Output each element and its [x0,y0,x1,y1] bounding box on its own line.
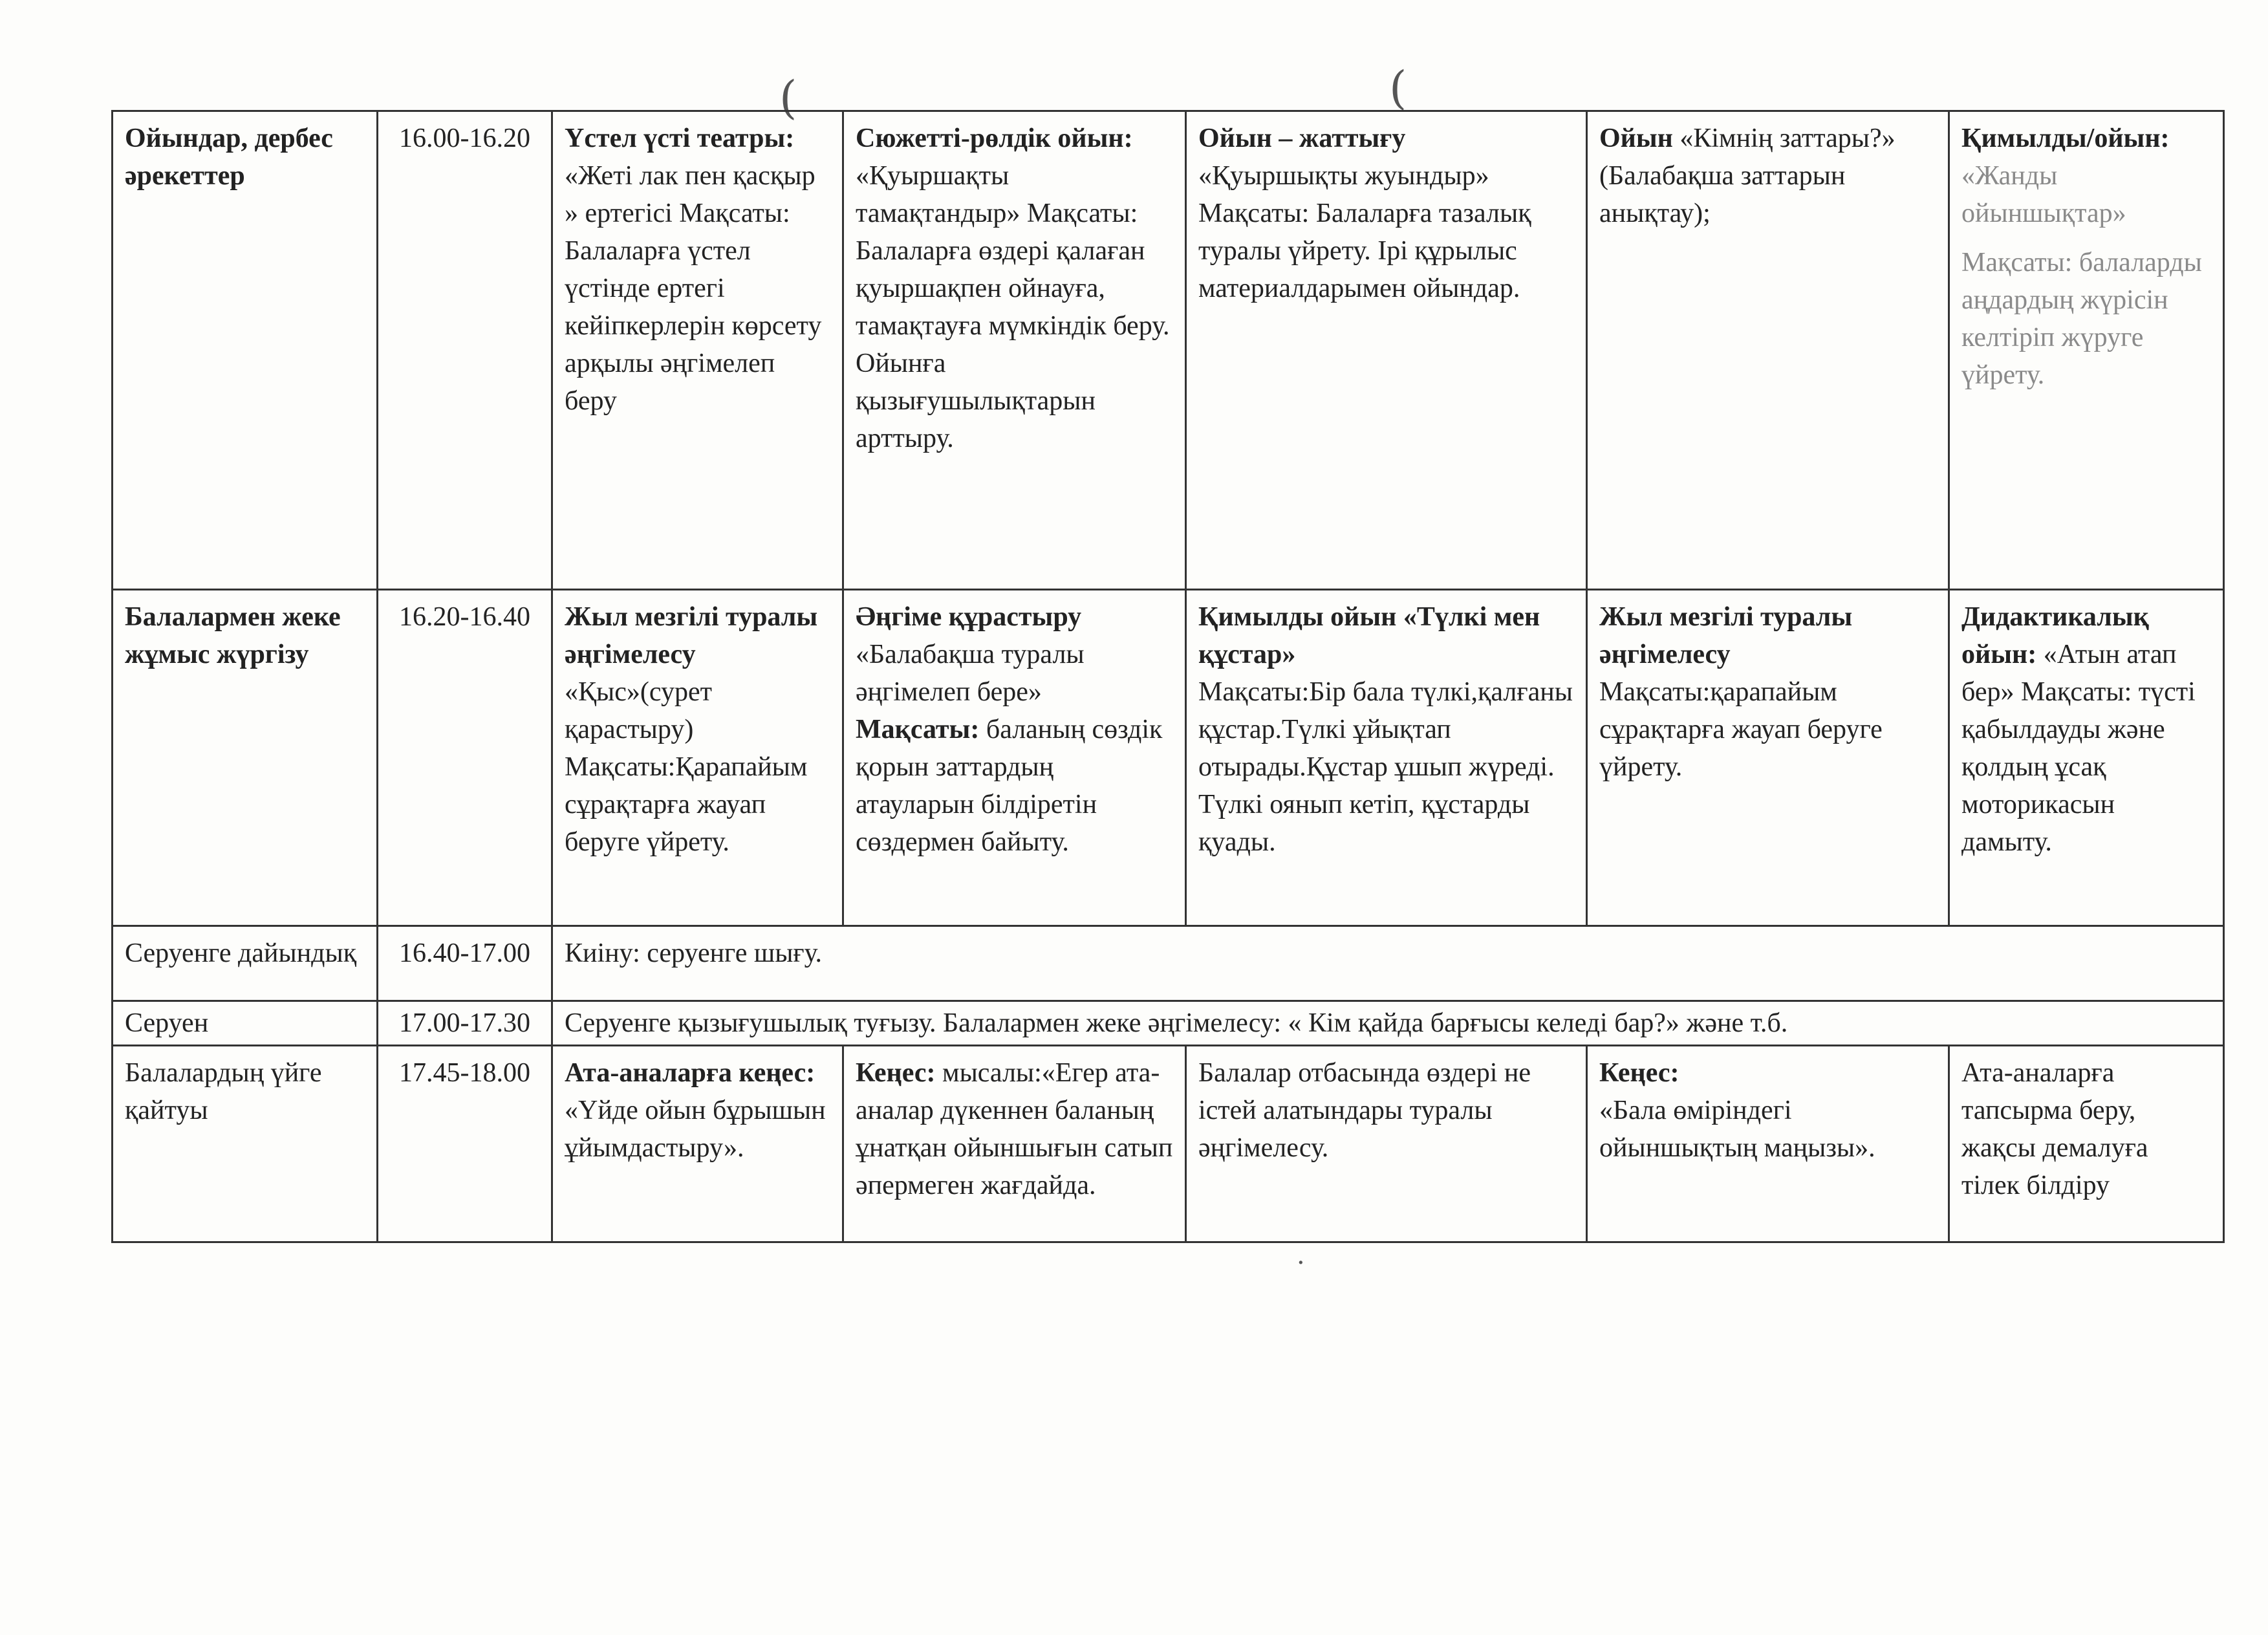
time-cell: 16.00-16.20 [378,111,552,590]
cell-title-secondary: Мақсаты: [856,715,980,744]
activity-cell: Балалардың үйге қайтуы [113,1046,378,1242]
plan-cell [1186,590,1587,926]
scan-mark-right: ( [1389,61,1407,114]
cell-title: Ойын [1599,124,1673,153]
plan-cell [843,1046,1186,1242]
plan-cell [552,1046,843,1242]
scan-mark-left: ( [779,71,797,124]
cell-title: Кеңес: [856,1058,936,1088]
plan-cell [1587,111,1949,590]
cell-text: «Жеті лак пен қасқыр » ертегісі Мақсаты: Балаларға үстел үстінде ертегі кейіпкерлерін көрсету арқылы әңгімелеп беру [565,161,822,416]
plan-cell [1186,111,1587,590]
cell-title: Әңгіме құрастыру [856,602,1082,632]
table-row-walk-preparation [113,926,2224,1001]
cell-text: «Атын атап бер» Мақсаты: түсті қабылдауды және қолдың ұсақ моторикасын дамыту. [1961,640,2196,857]
cell-title: Жыл мезгілі туралы әңгімелесу [565,602,818,669]
table-row-individual-work [113,590,2224,926]
plan-cell [552,590,843,926]
scan-mark-bottom: · [1297,1248,1305,1278]
plan-cell-wide: Серуенге қызығушылық туғызу. Балалармен жеке әңгімелесу: « Кім қайда барғысы келеді бар?» және т.б. [552,1001,2224,1046]
daily-plan-table [111,110,2225,1243]
cell-title: Сюжетті-рөлдік ойын: [856,124,1133,153]
activity-cell: Балалармен жеке жұмыс жүргізу [113,590,378,926]
activity-cell: Серуенге дайындық [113,926,378,1001]
time-cell: 17.00-17.30 [378,1001,552,1046]
table-row-walk [113,1001,2224,1046]
cell-text: Мақсаты:Бір бала түлкі,қалғаны құстар.Түлкі ұйықтап отырады.Құстар ұшып жүреді. Түлкі оянып кетіп, құстарды қуады. [1198,677,1573,857]
time-cell: 17.45-18.00 [378,1046,552,1242]
table-row-games [113,111,2224,590]
cell-text: «Балабақша туралы әңгімелеп бере» [856,640,1085,707]
cell-title: Жыл мезгілі туралы әңгімелесу [1599,602,1853,669]
cell-text-secondary: баланың сөздік қорын заттардың атауларын білдіретін сөздермен байыту. [856,715,1163,857]
plan-cell [1949,1046,2224,1242]
cell-title: Қимылды/ойын: [1961,124,2170,153]
cell-title: Кеңес: [1599,1058,1679,1088]
cell-text: Мақсаты:қарапайым сұрақтарға жауап беруге үйрету. [1599,677,1883,782]
plan-cell [843,590,1186,926]
plan-cell [1186,1046,1587,1242]
cell-text: «Қуыршықты жуындыр» Мақсаты: Балаларға тазалық туралы үйрету. Ірі құрылыс материалдарымен ойындар. [1198,161,1531,303]
plan-cell [1587,1046,1949,1242]
cell-text: «Үйде ойын бұрышын ұйымдастыру». [565,1096,826,1163]
cell-title: Қимылды ойын «Түлкі мен құстар» [1198,602,1540,669]
cell-text: Ата-аналарға тапсырма беру, жақсы демалуға тілек білдіру [1961,1058,2148,1200]
cell-title: Дидактикалық ойын: [1961,602,2149,669]
cell-text: «Кімнің заттары?» (Балабақша заттарын анықтау); [1599,124,1895,228]
cell-text: «Жанды ойыншықтар» [1961,161,2126,228]
plan-cell [843,111,1186,590]
time-cell: 16.20-16.40 [378,590,552,926]
cell-text: Балалар отбасында өздері не істей алатындары туралы әңгімелесу. [1198,1058,1531,1163]
activity-cell: Серуен [113,1001,378,1046]
time-cell: 16.40-17.00 [378,926,552,1001]
plan-cell [552,111,843,590]
plan-cell [1949,111,2224,590]
cell-title: Ата-аналарға кеңес: [565,1058,815,1088]
plan-cell [1587,590,1949,926]
cell-text: мысалы:«Егер ата-аналар дүкеннен баланың ұнатқан ойыншығын сатып әпермеген жағдайда. [856,1058,1173,1200]
plan-cell-wide: Киіну: серуенге шығу. [552,926,2224,1001]
cell-text: «Қуыршақты тамақтандыр» Мақсаты: Балаларға өздері қалаған қуыршақпен ойнауға, тамақтауға мүмкіндік беру. Ойынға қызығушылықтарын арттыру. [856,161,1170,453]
cell-text-secondary: Мақсаты: балаларды аңдардың жүрісін келтіріп жүруге үйрету. [1961,248,2202,390]
cell-text: «Қыс»(сурет қарастыру) Мақсаты:Қарапайым сұрақтарға жауап беруге үйрету. [565,677,808,857]
cell-text: «Бала өміріндегі ойыншықтың маңызы». [1599,1096,1875,1163]
activity-cell: Ойындар, дербес әрекеттер [113,111,378,590]
plan-cell [1949,590,2224,926]
cell-title: Үстел үсті театры: [565,124,795,153]
table-row-going-home [113,1046,2224,1242]
cell-title: Ойын – жаттығу [1198,124,1406,153]
